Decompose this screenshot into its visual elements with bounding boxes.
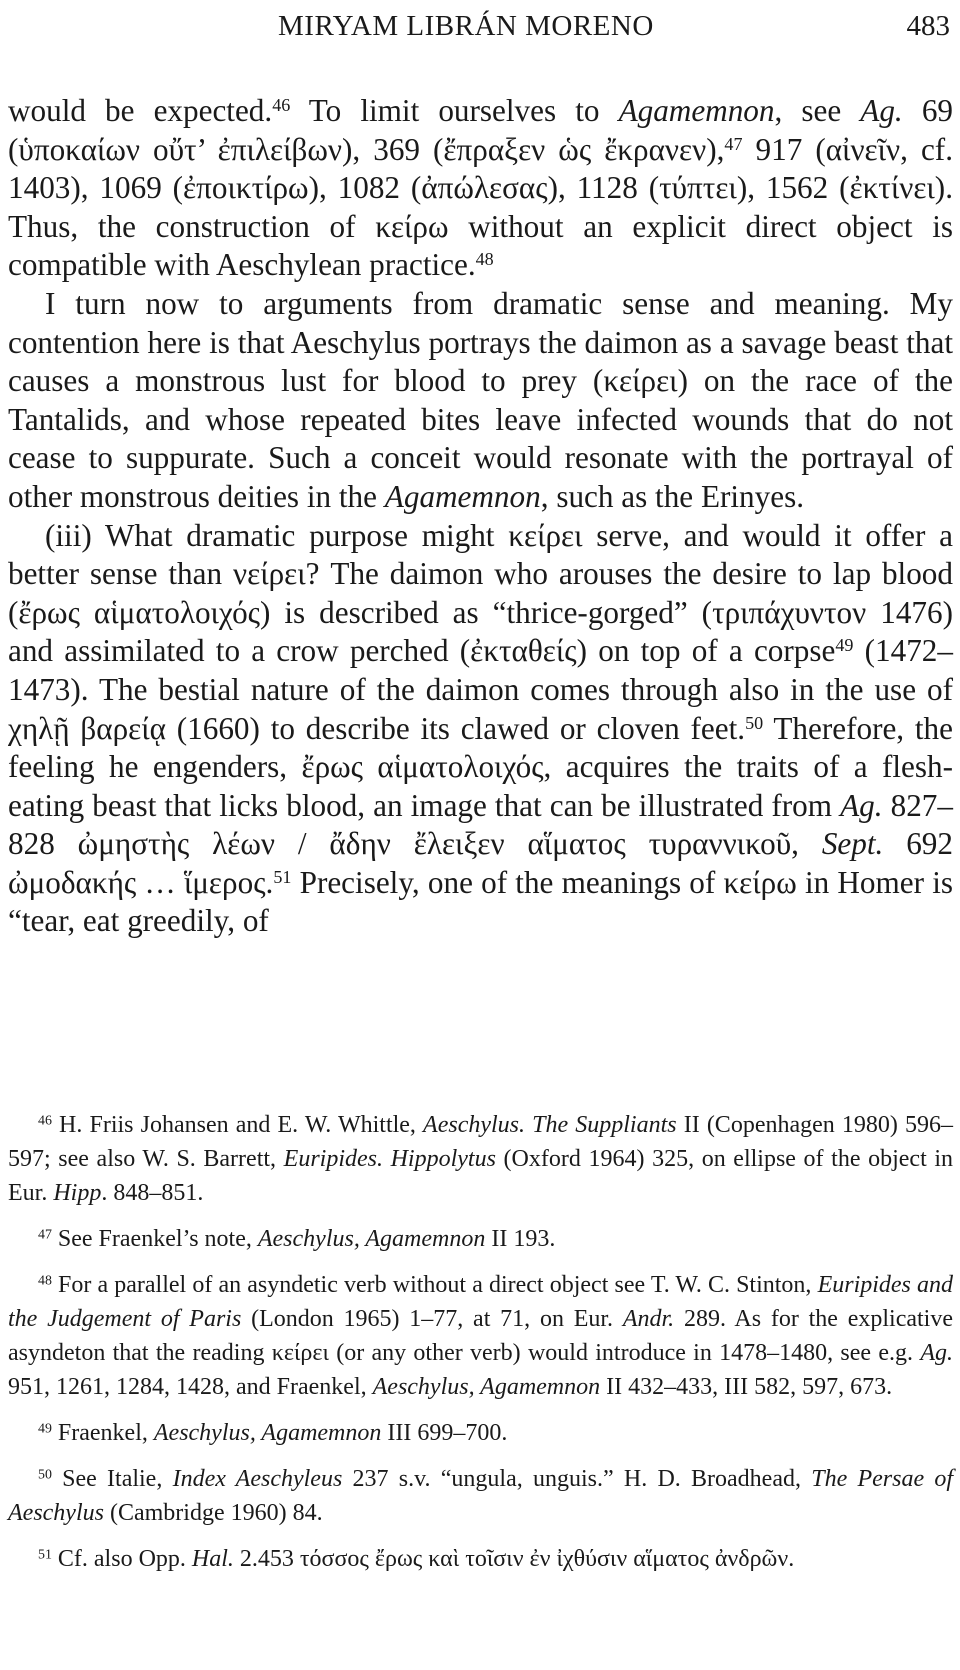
text-run: , see: [774, 93, 861, 128]
italic-abbrev: Ag.: [840, 787, 883, 823]
text-run: (Oxford 1964) 325, on ellipse of the object in Eur.: [8, 1146, 954, 1206]
footnote-number: 46: [38, 1113, 52, 1129]
italic-title: Aeschylus, Agamemnon: [372, 1374, 601, 1400]
italic-abbrev: Hal.: [191, 1546, 234, 1572]
italic-title: The Persae of Aeschylus: [8, 1466, 954, 1526]
text-run: Precisely, one of the meanings of κείρω in Homer is “tear, eat greedily, of: [8, 864, 953, 939]
footnote-49: [8, 1416, 953, 1450]
text-run: II (Copenhagen 1980) 596–597; see also W. S. Barrett,: [8, 1112, 953, 1172]
footnote-51: [8, 1542, 953, 1576]
footnote-number: 48: [38, 1273, 52, 1289]
text-run: , such as the Erinyes.: [540, 478, 805, 514]
text-run: Fraenkel,: [51, 1420, 154, 1446]
text-run: (iii) What dramatic purpose might κείρει serve, and would it offer a better sense than νείρει? The daimon who arouses the desire to lap blood (ἔρως αἱματολοιχός) is described as “thrice-gorged” (τριπάχυντον 1476) and assimilated to a crow perched (ἐκταθείς) on top of a corpse: [8, 517, 953, 669]
text-run: 69 (ὑποκαίων οὔτ’ ἐπιλείβων), 369 (ἔπραξεν ὡς ἔκρανεν),: [8, 93, 954, 167]
italic-abbrev: Hipp: [53, 1180, 102, 1206]
paragraph-3: [8, 517, 953, 942]
italic-title: Aeschylus, Agamemnon: [153, 1420, 382, 1446]
text-run: Cf. also Opp.: [51, 1546, 192, 1572]
footnote-ref-51[interactable]: 51: [273, 866, 292, 887]
italic-title: Index Aeschyleus: [172, 1466, 343, 1492]
text-run: See Fraenkel’s note,: [51, 1226, 258, 1252]
text-run: 951, 1261, 1284, 1428, and Fraenkel,: [8, 1374, 373, 1400]
footnote-number: 47: [38, 1227, 52, 1243]
text-run: (London 1965) 1–77, at 71, on Eur.: [241, 1306, 623, 1332]
italic-abbrev: Sept.: [821, 826, 884, 862]
italic-title: Euripides and the Judgement of Paris: [8, 1272, 954, 1332]
footnote-ref-49[interactable]: 49: [835, 635, 854, 656]
footnote-number: 49: [38, 1421, 52, 1437]
text-run: 289. As for the explicative asyndeton that the reading κείρει (or any other verb) would introduce in 1478–1480, see e.g.: [8, 1306, 954, 1366]
text-run: I turn now to arguments from dramatic sense and meaning. My contention here is that Aeschylus portrays the daimon as a savage beast that causes a monstrous lust for blood to prey (κείρει) on the race of the Tantalids, and whose repeated bites leave infected wounds that do not cease to suppurate. Such a conceit would resonate with the portrayal of other monstrous deities in the: [8, 285, 953, 514]
italic-title: Aeschylus. The Suppliants: [423, 1112, 677, 1138]
text-run: See Italie,: [51, 1466, 173, 1492]
text-run: III 699–700.: [381, 1420, 508, 1446]
text-run: . 848–851.: [101, 1180, 204, 1206]
footnote-ref-46[interactable]: 46: [272, 95, 291, 116]
footnote-number: 50: [38, 1467, 52, 1483]
text-run: (1472–1473). The bestial nature of the daimon comes through also in the use of χηλῇ βαρείᾳ (1660) to describe its clawed or cloven feet.: [8, 633, 953, 746]
text-run: H. Friis Johansen and E. W. Whittle,: [51, 1112, 424, 1138]
main-text: [8, 92, 953, 941]
italic-abbrev: Ag.: [860, 93, 903, 128]
italic-title: Aeschylus, Agamemnon: [257, 1226, 486, 1252]
page-number: 483: [906, 10, 950, 42]
footnote-46: [8, 1108, 953, 1210]
text-run: For a parallel of an asyndetic verb without a direct object see T. W. C. Stinton,: [51, 1272, 818, 1298]
italic-title: Agamemnon: [384, 478, 541, 514]
text-run: 237 s.v. “ungula, unguis.” H. D. Broadhead,: [342, 1466, 812, 1492]
footnote-number: 51: [38, 1547, 52, 1563]
footnote-48: [8, 1268, 953, 1404]
text-run: would be expected.: [8, 93, 273, 128]
paragraph-1: [8, 92, 953, 285]
text-run: 917 (αἰνεῖν, cf. 1403), 1069 (ἐποικτίρω), 1082 (ἀπώλεσας), 1128 (τύπτει), 1562 (ἐκτίνει). Thus, the construction of κείρω without an explicit direct object is compatible with Aeschylean practice.: [8, 131, 953, 283]
paragraph-2: [8, 285, 953, 517]
text-run: To limit ourselves to: [290, 93, 619, 128]
footnote-50: [8, 1462, 953, 1530]
text-run: 692 ὠμοδακής … ἵμερος.: [8, 826, 953, 900]
footnote-47: [8, 1222, 953, 1256]
text-run: Therefore, the feeling he engenders, ἔρως αἱματολοιχός, acquires the traits of a flesh-eating beast that licks blood, an image that can be illustrated from: [8, 710, 953, 823]
footnote-ref-47[interactable]: 47: [724, 133, 743, 154]
text-run: 827–828 ὠμηστὴς λέων / ἄδην ἔλειξεν αἵματος τυραννικοῦ,: [8, 787, 953, 862]
running-title: MIRYAM LIBRÁN MORENO: [278, 10, 654, 42]
footnote-ref-50[interactable]: 50: [745, 712, 764, 733]
running-head: [0, 10, 960, 50]
italic-title: Euripides. Hippolytus: [283, 1146, 496, 1172]
italic-title: Agamemnon: [618, 93, 775, 128]
text-run: (Cambridge 1960) 84.: [103, 1500, 323, 1526]
footnote-ref-48[interactable]: 48: [475, 249, 494, 270]
text-run: II 432–433, III 582, 597, 673.: [600, 1374, 893, 1400]
text-run: II 193.: [485, 1226, 556, 1252]
text-run: 2.453 τόσσος ἔρως καὶ τοῖσιν ἐν ἰχθύσιν αἵματος ἀνδρῶν.: [233, 1546, 795, 1572]
italic-abbrev: Andr.: [622, 1306, 675, 1332]
italic-abbrev: Ag.: [920, 1340, 953, 1366]
footnotes: [8, 1108, 953, 1588]
